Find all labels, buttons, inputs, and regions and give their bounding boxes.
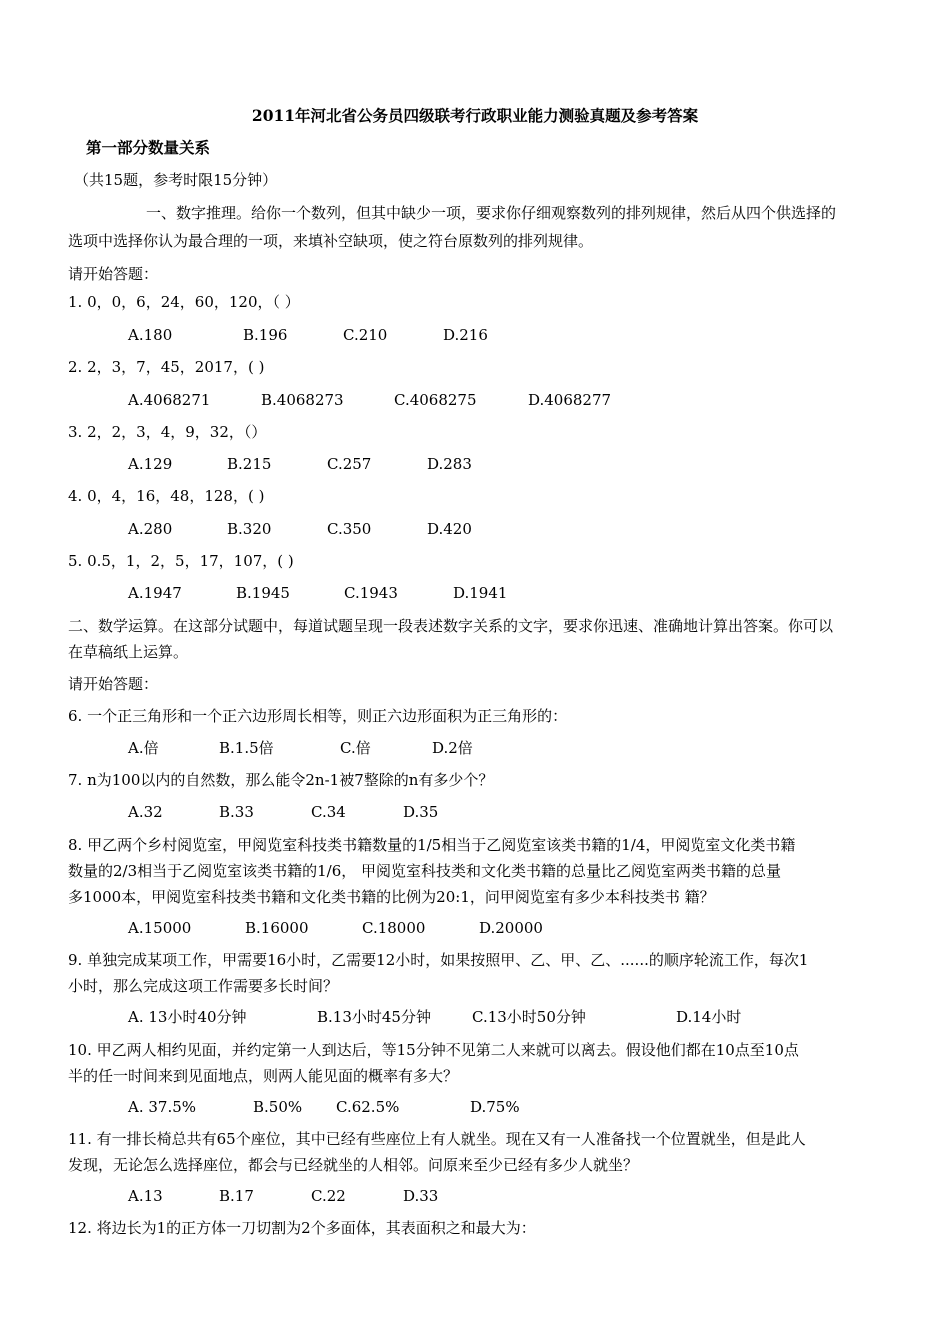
q6-option-c: C.倍: [340, 739, 371, 757]
question-8: 8. 甲乙两个乡村阅览室，甲阅览室科技类书籍数量的1/5相当于乙阅览室该类书籍的1/4，甲阅览室文化类书籍: [68, 836, 796, 854]
q11-option-b: B.17: [219, 1187, 254, 1205]
q5-option-d: D.1941: [453, 584, 508, 602]
q2-option-c: C.4068275: [394, 391, 477, 409]
q9-option-d: D.14小时: [676, 1008, 742, 1026]
section1-start: 请开始答题：: [68, 265, 159, 283]
q9-option-b: B.13小时45分钟: [317, 1008, 431, 1026]
question-1: 1. 0，0，6，24，60，120，（ ）: [68, 293, 300, 311]
q6-option-d: D.2倍: [432, 739, 473, 757]
question-9-cont: 小时，那么完成这项工作需要多长时间？: [68, 977, 339, 995]
q2-option-a: A.4068271: [128, 391, 211, 409]
q4-option-a: A.280: [128, 520, 173, 538]
q10-option-d: D.75%: [470, 1098, 520, 1116]
q4-option-d: D.420: [427, 520, 472, 538]
q8-option-b: B.16000: [245, 919, 309, 937]
q6-option-a: A.倍: [128, 739, 159, 757]
q3-option-a: A.129: [128, 455, 173, 473]
question-10: 10. 甲乙两人相约见面，并约定第一人到达后，等15分钟不见第二人来就可以离去。假设他们都在10点至10点: [68, 1041, 799, 1059]
q3-option-b: B.215: [227, 455, 272, 473]
q8-option-d: D.20000: [479, 919, 543, 937]
page-title: 2011年河北省公务员四级联考行政职业能力测验真题及参考答案: [251, 106, 699, 125]
q1-option-c: C.210: [343, 326, 388, 344]
q5-option-a: A.1947: [128, 584, 182, 602]
q4-option-c: C.350: [327, 520, 372, 538]
q1-option-b: B.196: [243, 326, 288, 344]
q2-option-b: B.4068273: [261, 391, 344, 409]
q7-option-d: D.35: [403, 803, 439, 821]
q5-option-b: B.1945: [236, 584, 290, 602]
question-6: 6. 一个正三角形和一个正六边形周长相等，则正六边形面积为正三角形的：: [68, 707, 568, 725]
q2-option-d: D.4068277: [528, 391, 612, 409]
question-3: 3. 2，2，3，4，9，32，（）: [68, 423, 267, 441]
q8-option-c: C.18000: [362, 919, 426, 937]
question-4: 4. 0，4，16，48，128，( ): [68, 487, 265, 505]
question-7: 7. n为100以内的自然数，那么能令2n-1被7整除的n有多少个？: [68, 771, 494, 789]
section2-intro-cont: 在草稿纸上运算。: [68, 643, 189, 661]
q8-option-a: A.15000: [128, 919, 192, 937]
q10-option-c: C.62.5%: [336, 1098, 400, 1116]
part1-heading: 第一部分数量关系: [86, 138, 211, 157]
question-10-cont: 半的任一时间来到见面地点，则两人能见面的概率有多大？: [68, 1067, 459, 1085]
q5-option-c: C.1943: [344, 584, 398, 602]
q9-option-a: A. 13小时40分钟: [128, 1008, 247, 1026]
question-8-cont: 多1000本，甲阅览室科技类书籍和文化类书籍的比例为20:1，问甲阅览室有多少本科技类书 籍？: [68, 888, 715, 906]
q11-option-c: C.22: [311, 1187, 346, 1205]
q1-option-a: A.180: [128, 326, 173, 344]
q6-option-b: B.1.5倍: [219, 739, 274, 757]
q11-option-d: D.33: [403, 1187, 439, 1205]
q7-option-c: C.34: [311, 803, 346, 821]
q7-option-b: B.33: [219, 803, 254, 821]
q9-option-c: C.13小时50分钟: [472, 1008, 586, 1026]
q11-option-a: A.13: [128, 1187, 163, 1205]
section2-start: 请开始答题：: [68, 675, 159, 693]
q10-option-a: A. 37.5%: [128, 1098, 197, 1116]
q10-option-b: B.50%: [253, 1098, 303, 1116]
q3-option-d: D.283: [427, 455, 472, 473]
q1-option-d: D.216: [443, 326, 488, 344]
q3-option-c: C.257: [327, 455, 372, 473]
question-9: 9. 单独完成某项工作，甲需要16小时，乙需要12小时，如果按照甲、乙、甲、乙、......的顺序轮流工作，每次1: [68, 951, 809, 969]
question-8-cont: 数量的2/3相当于乙阅览室该类书籍的1/6， 甲阅览室科技类和文化类书籍的总量比乙阅览室两类书籍的总量: [68, 862, 782, 880]
part1-note: （共15题，参考时限15分钟）: [74, 171, 278, 189]
q4-option-b: B.320: [227, 520, 272, 538]
q7-option-a: A.32: [128, 803, 163, 821]
section1-intro-cont: 选项中选择你认为最合理的一项，来填补空缺项，使之符台原数列的排列规律。: [68, 232, 594, 250]
question-11-cont: 发现，无论怎么选择座位，都会与已经就坐的人相邻。问原来至少已经有多少人就坐？: [68, 1156, 639, 1174]
question-5: 5. 0.5，1，2，5，17，107，( ): [68, 552, 294, 570]
question-2: 2. 2，3，7，45，2017，( ): [68, 358, 265, 376]
question-11: 11. 有一排长椅总共有65个座位，其中已经有些座位上有人就坐。现在又有一人准备找一个位置就坐，但是此人: [68, 1130, 806, 1148]
question-12: 12. 将边长为1的正方体一刀切割为2个多面体，其表面积之和最大为：: [68, 1219, 536, 1237]
section2-intro: 二、数学运算。在这部分试题中，每道试题呈现一段表述数字关系的文字，要求你迅速、准确地计算出答案。你可以: [68, 617, 834, 635]
section1-intro: 一、数字推理。给你一个数列，但其中缺少一项，要求你仔细观察数列的排列规律，然后从四个供选择的: [146, 204, 837, 222]
